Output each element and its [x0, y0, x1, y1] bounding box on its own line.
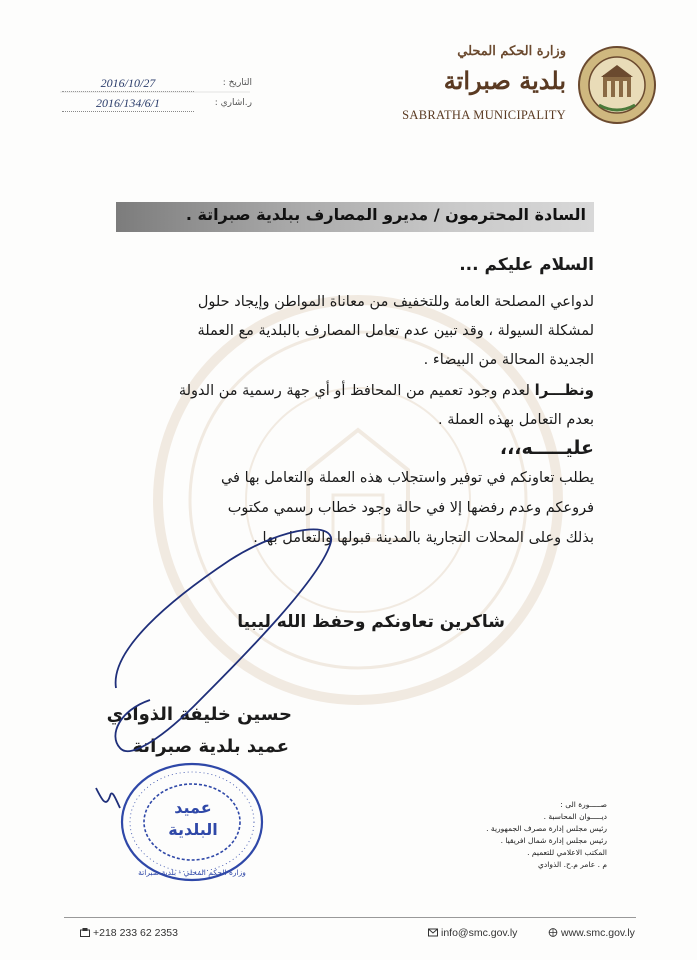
paragraph-3-line-2: فروعكم وعدم رفضها إلا في حالة وجود خطاب رسمي مكتوب: [227, 500, 594, 516]
closing-line: شاكرين تعاونكم وحفظ الله ليبيا: [237, 612, 505, 632]
signatory-title: عميد بلدية صبراتة: [132, 736, 289, 757]
distribution-item: رئيس مجلس إدارة شمال افريقيا .: [500, 836, 607, 845]
therefore-heading: عليـــــه،،،: [499, 437, 594, 459]
municipality-name-english: SABRATHA MUNICIPALITY: [402, 108, 566, 122]
phone-fax-icon: [80, 928, 90, 937]
footer-website: [548, 927, 635, 939]
date-value: 2016/10/27: [62, 76, 194, 92]
globe-icon: [548, 928, 558, 937]
paragraph-2-first: لعدم وجود تعميم من المحافظ أو أي جهة رسمية من الدولة: [178, 383, 530, 399]
footer-email-text[interactable]: info@smc.gov.ly: [441, 927, 518, 939]
subject-bar: [116, 202, 594, 232]
stamp-ring-text: وزارة الحكم المحلي - بلدية صبراتة: [138, 868, 246, 877]
municipality-name-arabic: بلدية صبراتة: [443, 66, 566, 95]
stamp-center-text: عميد البلدية: [168, 798, 218, 839]
paragraph-1-line-3: الجديدة المحالة من البيضاء .: [423, 352, 594, 368]
municipality-logo-icon: [577, 45, 657, 125]
paragraph-3-line-3: بذلك وعلى المحلات التجارية بالمدينة قبولها والتعامل بها .: [253, 530, 594, 546]
greeting: السلام عليكم ...: [459, 255, 594, 275]
paragraph-3-line-1: يطلب تعاونكم في توفير واستجلاب هذه العملة والتعامل بها في: [220, 470, 594, 486]
distribution-item: ديـــــوان المحاسبة .: [543, 812, 607, 821]
footer-phone-text: +218 233 62 2353: [93, 927, 178, 939]
distribution-item: المكتب الاعلامي للتعميم .: [527, 848, 607, 857]
reference-field: [62, 96, 252, 114]
footer-phone: [80, 927, 178, 939]
paragraph-2-line-2: بعدم التعامل بهذه العملة .: [438, 412, 594, 428]
footer-website-text[interactable]: www.smc.gov.ly: [561, 927, 635, 939]
reference-label: ر.اشاري :: [214, 98, 252, 108]
paragraph-1-line-1: لدواعي المصلحة العامة وللتخفيف من معاناة المواطن وإيجاد حلول: [197, 294, 594, 310]
footer-divider: [64, 917, 636, 918]
reference-value: 2016/134/6/1: [62, 96, 194, 112]
paragraph-2-line-1: [179, 381, 594, 399]
paragraph-1-line-2: لمشكلة السيولة ، وقد تبين عدم تعامل المصارف بالبلدية مع العملة: [197, 323, 594, 339]
distribution-item: رئيس مجلس إدارة مصرف الجمهورية .: [486, 824, 607, 833]
date-field: [62, 76, 252, 94]
date-label: التاريخ :: [222, 78, 252, 88]
ministry-name: وزارة الحكم المحلي: [457, 44, 566, 59]
signatory-name: حسين خليفة الذوادي: [106, 704, 292, 725]
distribution-title: صـــــورة الى :: [560, 800, 607, 809]
email-icon: [428, 928, 438, 937]
footer-email: [428, 927, 517, 939]
paragraph-2-lead: ونظـــرا: [534, 381, 594, 399]
subject-text: السادة المحترمون / مديرو المصارف ببلدية صبراتة .: [185, 205, 586, 224]
distribution-initials: م . عامر م.ح. الذوادي: [538, 860, 607, 869]
